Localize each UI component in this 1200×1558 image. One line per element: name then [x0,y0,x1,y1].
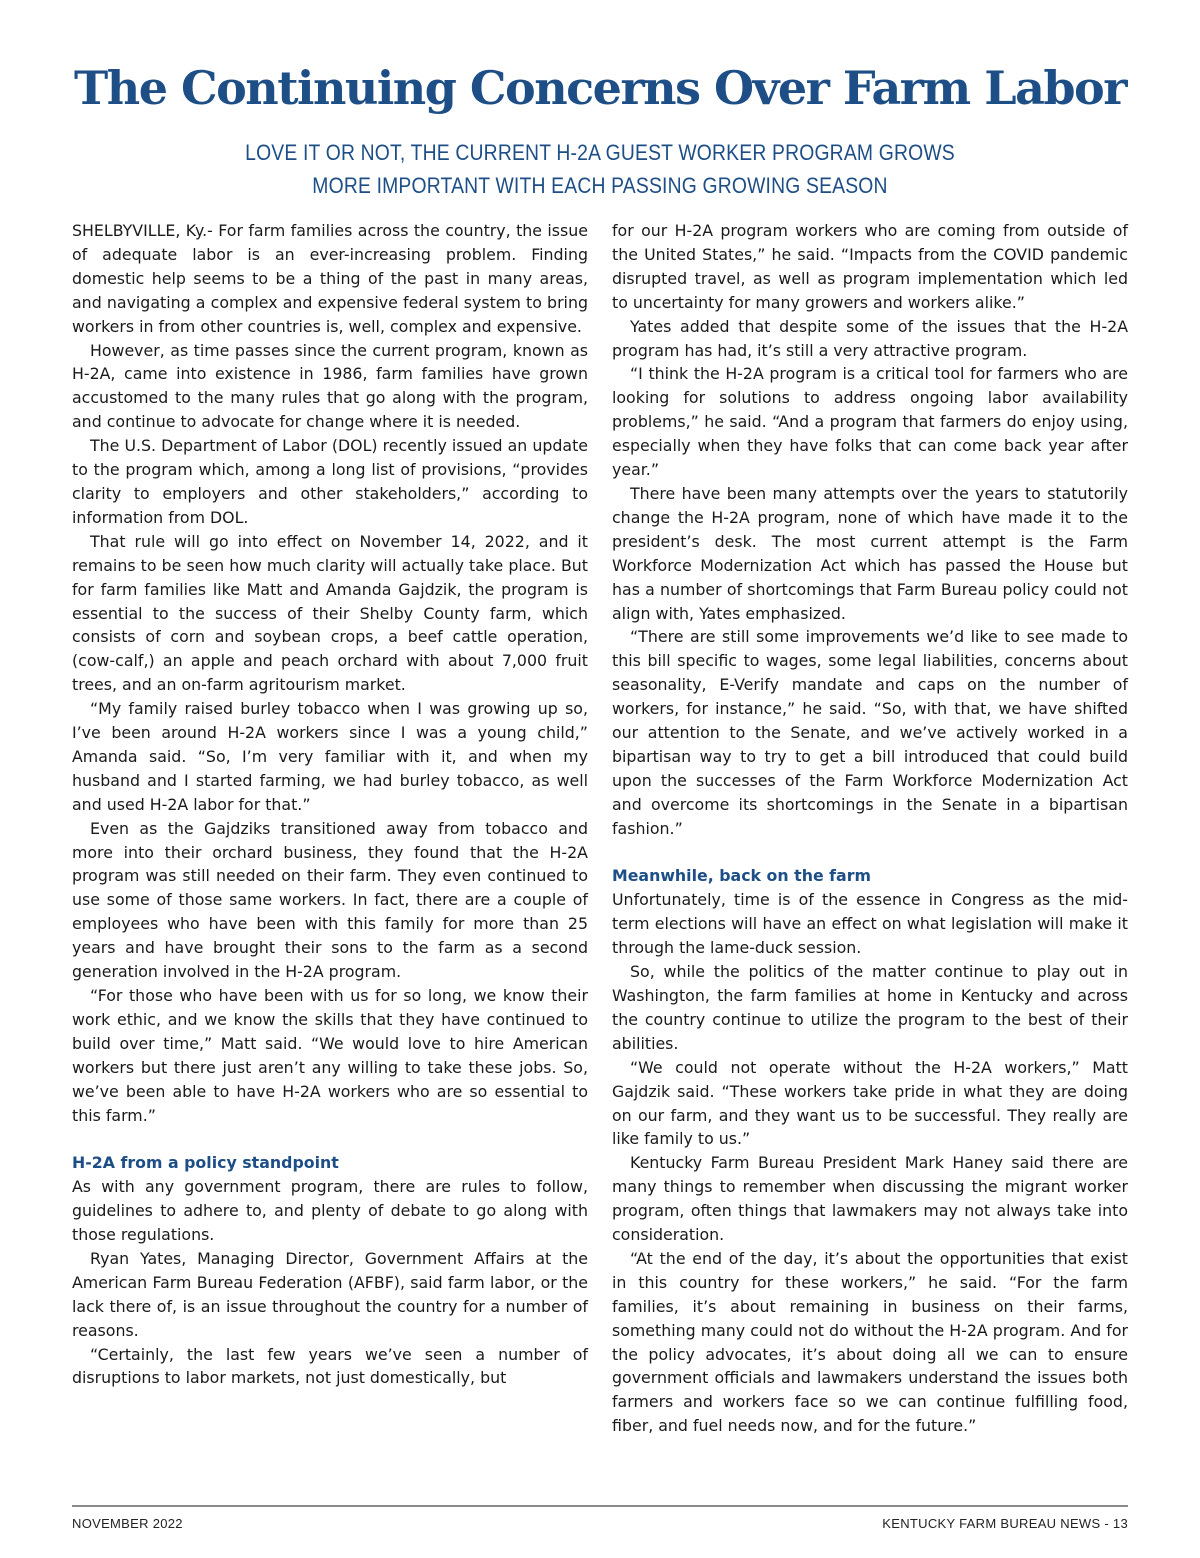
section-heading-policy: H-2A from a policy standpoint [72,1153,339,1173]
paragraph: “My family raised burley tobacco when I was growing up so, I’ve been around H-2A workers since I was a young child,” Amanda said. “So, I’m very familiar with it, and when my husband and I started farming, we had burley tobacco, as well and used H-2A labor for that.” [72,699,588,814]
paragraph: for our H-2A program workers who are coming from outside of the United States,” he said. “Impacts from the COVID pandemic disrupted travel, as well as program implementation which led to uncertainty for many growers and workers alike.” [612,221,1128,312]
paragraph: As with any government program, there are rules to follow, guidelines to adhere to, and plenty of debate to go along with those regulations. [72,1177,588,1245]
paragraph: The U.S. Department of Labor (DOL) recently issued an update to the program which, among a long list of provisions, “provides clarity to employers and other stakeholders,” according to information from DOL. [72,436,588,527]
paragraph: That rule will go into effect on November 14, 2022, and it remains to be seen how much clarity will actually take place. But for farm families like Matt and Amanda Gajdzik, the program is essential to the success of their Shelby County farm, which consists of corn and soybean crops, a beef cattle operation, (cow-calf,) an apple and peach orchard with about 7,000 fruit trees, and an on-farm agritourism market. [72,531,588,695]
paragraph: Unfortunately, time is of the essence in Congress as the mid-term elections will have an effect on what legislation will make it through the lame-duck session. [612,890,1128,958]
footer-page-number: KENTUCKY FARM BUREAU NEWS - 13 [882,1516,1128,1531]
paragraph: SHELBYVILLE, Ky.- For farm families across the country, the issue of adequate labor is an ever-increasing problem. Finding domestic help seems to be a thing of the past in many areas, and navigating a complex and expensive federal system to bring workers in from other countries is, well, complex and expensive. [72,221,588,336]
section-heading-farm: Meanwhile, back on the farm [612,866,871,886]
right-column [612,219,1128,1438]
paragraph: Ryan Yates, Managing Director, Government Affairs at the American Farm Bureau Federation (AFBF), said farm labor, or the lack there of, is an issue throughout the country for a number of reasons. [72,1248,588,1340]
paragraph: There have been many attempts over the years to statutorily change the H-2A program, none of which have made it to the president’s desk. The most current attempt is the Farm Workforce Modernization Act which has passed the House but has a number of shortcomings that Farm Bureau policy could not align with, Yates emphasized. [612,483,1128,623]
paragraph: “We could not operate without the H-2A workers,” Matt Gajdzik said. “These workers take pride in what they are doing on our farm, and they want us to be successful. They really are like family to us.” [612,1057,1128,1149]
footer-divider [72,1505,1128,1507]
paragraph: “At the end of the day, it’s about the opportunities that exist in this country for these workers,” he said. “For the farm families, it’s about remaining in business on their farms, something many could not do without the H-2A program. And for the policy advocates, it’s about doing all we can to ensure government officials and lawmakers understand the issues both farmers and workers face so we can continue fulfilling food, fiber, and fuel needs now, and for the future.” [612,1248,1128,1436]
paragraph: “There are still some improvements we’d like to see made to this bill specific to wages, some legal liabilities, concerns about seasonality, E-Verify mandate and caps on the number of workers, for instance,” he said. “So, with that, we have shifted our attention to the Senate, and we’ve actively worked in a bipartisan way to try to get a bill introduced that could build upon the successes of the Farm Workforce Modernization Act and overcome its shortcomings in the Senate in a bipartisan fashion.” [612,627,1128,838]
paragraph: “For those who have been with us for so long, we know their work ethic, and we know the skills that they have continued to build over time,” Matt said. “We would love to hire American workers but there just aren’t any willing to take these jobs. So, we’ve been able to have H-2A workers who are so essential to this farm.” [72,986,588,1125]
paragraph: However, as time passes since the current program, known as H-2A, came into existence in 1986, farm families have grown accustomed to the many rules that go along with the program, and continue to advocate for change where it is needed. [72,340,588,432]
subtitle-line-1: LOVE IT OR NOT, THE CURRENT H-2A GUEST WORKER PROGRAM GROWS [245,140,955,165]
paragraph: “Certainly, the last few years we’ve seen a number of disruptions to labor markets, not just domestically, but [72,1344,588,1388]
article-subtitle [84,136,1116,202]
subtitle-line-2: MORE IMPORTANT WITH EACH PASSING GROWING SEASON [312,173,888,198]
footer-date: NOVEMBER 2022 [72,1516,183,1531]
paragraph: So, while the politics of the matter continue to play out in Washington, the farm families at home in Kentucky and across the country continue to utilize the program to the best of their abilities. [612,962,1128,1053]
paragraph: Even as the Gajdziks transitioned away from tobacco and more into their orchard business, they found that the H-2A program was still needed on their farm. They even continued to use some of those same workers. In fact, there are a couple of employees who have been with this family for more than 25 years and have brought their sons to the farm as a second generation involved in the H-2A program. [72,818,588,982]
article-title: The Continuing Concerns Over Farm Labor [74,61,1126,115]
paragraph: “I think the H-2A program is a critical tool for farmers who are looking for solutions to address ongoing labor availability problems,” he said. “And a program that farmers do enjoy using, especially when they have folks that can come back year after year.” [612,364,1128,480]
paragraph: Kentucky Farm Bureau President Mark Haney said there are many things to remember when discussing the migrant worker program, often things that lawmakers may not always take into consideration. [612,1153,1128,1245]
left-column [72,219,588,1390]
paragraph: Yates added that despite some of the issues that the H-2A program has had, it’s still a very attractive program. [612,316,1128,360]
